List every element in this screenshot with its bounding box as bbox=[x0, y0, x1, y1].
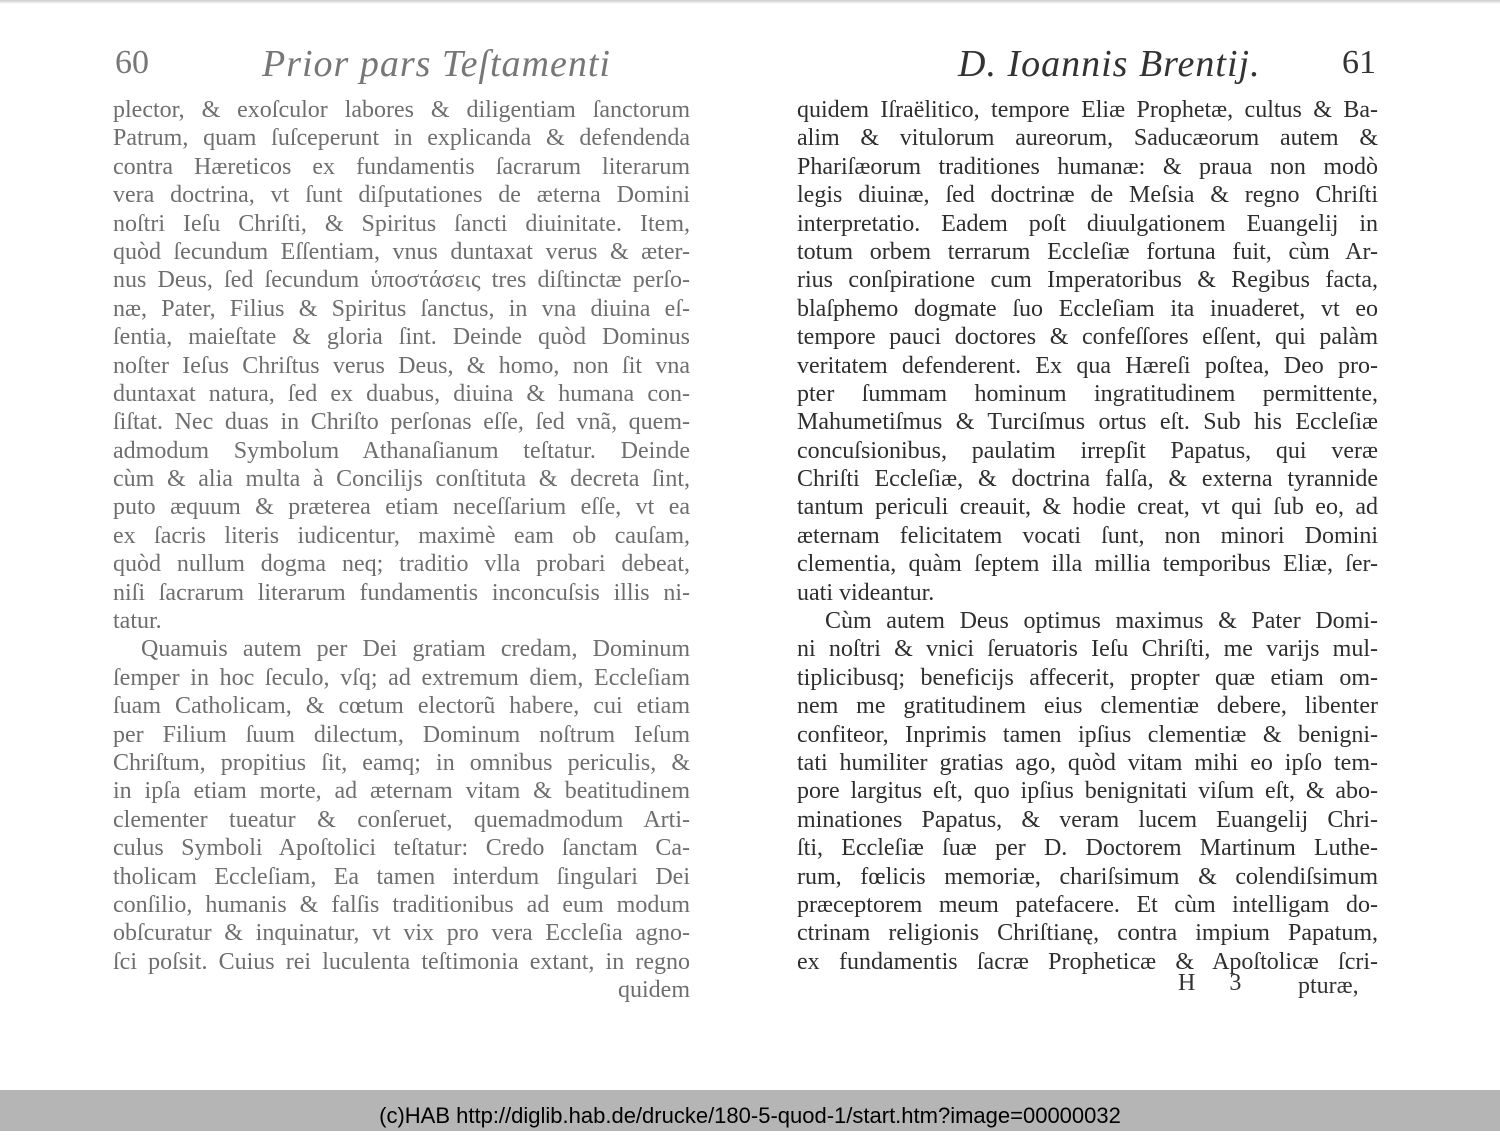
text-line: nus Deus, ſed ſecundum ὑποστάσεις tres diſtinctæ perſo- bbox=[113, 267, 690, 294]
text-line: interpretatio. Eadem poſt diuulgationem Euangelij in bbox=[797, 210, 1378, 237]
text-line: minationes Papatus, & veram lucem Euangelij Chri- bbox=[797, 806, 1378, 833]
text-line: ſentia, maieſtate & gloria ſint. Deinde quòd Dominus bbox=[113, 324, 690, 351]
text-line: ſemper in hoc ſeculo, vſq; ad extremum diem, Eccleſiam bbox=[113, 664, 690, 691]
text-line: alim & vitulorum aureorum, Saducæorum autem & bbox=[797, 125, 1378, 152]
text-line: legis diuinæ, ſed doctrinæ de Meſsia & regno Chriſti bbox=[797, 182, 1378, 209]
text-line: duntaxat natura, ſed ex duabus, diuina & humana con- bbox=[113, 380, 690, 407]
text-line: pore largitus eſt, quo ipſius benignitati viſum eſt, & abo- bbox=[797, 778, 1378, 805]
text-line: Chriſtum, propitius ſit, eamq; in omnibus periculis, & bbox=[113, 749, 690, 776]
text-line: obſcuratur & inquinatur, vt vix pro vera Eccleſia agno- bbox=[113, 920, 690, 947]
text-line: ſci poſsit. Cuius rei luculenta teſtimonia extant, in regno bbox=[113, 948, 690, 975]
right-page-number: 61 bbox=[1342, 44, 1376, 81]
text-line: ex fundamentis ſacræ Propheticæ & Apoſtolicæ ſcri- bbox=[797, 948, 1378, 975]
text-line: clementer tueatur & conſeruet, quemadmodum Arti- bbox=[113, 806, 690, 833]
text-line: Quamuis autem per Dei gratiam credam, Dominum bbox=[141, 636, 690, 663]
text-line: ſti, Eccleſiæ ſuæ per D. Doctorem Martinum Luthe- bbox=[797, 835, 1378, 862]
text-line: tiplicibusq; beneficijs affecerit, propter quæ etiam om- bbox=[797, 664, 1378, 691]
text-line: totum orbem terrarum Eccleſiæ fortuna fuit, cùm Ar- bbox=[797, 238, 1378, 265]
text-line: Phariſæorum traditiones humanæ: & praua non modò bbox=[797, 153, 1378, 180]
text-line: Patrum, quam ſuſceperunt in explicanda & defendenda bbox=[113, 125, 690, 152]
text-line: Chriſti Eccleſiæ, & doctrina falſa, & externa tyrannide bbox=[797, 466, 1378, 493]
text-line: præceptorem meum patefacere. Et cùm intelligam do- bbox=[797, 891, 1378, 918]
text-line: æternam felicitatem vocati ſunt, non minori Domini bbox=[797, 522, 1378, 549]
text-line: ctrinam religionis Chriſtianę, contra impium Papatum, bbox=[797, 920, 1378, 947]
text-line: quòd ſecundum Eſſentiam, vnus duntaxat verus & æter- bbox=[113, 238, 690, 265]
text-line: pter ſummam hominum ingratitudinem permittente, bbox=[797, 380, 1378, 407]
text-line: Mahumetiſmus & Turciſmus ortus eſt. Sub his Eccleſiæ bbox=[797, 409, 1378, 436]
text-line: admodum Symbolum Athanaſianum teſtatur. Deinde bbox=[113, 437, 690, 464]
text-line: quidem Iſraëlitico, tempore Eliæ Prophetæ, cultus & Ba- bbox=[797, 97, 1378, 123]
text-line: culus Symboli Apoſtolici teſtatur: Credo ſanctam Ca- bbox=[113, 835, 690, 862]
left-running-head: Prior pars Teſtamenti bbox=[262, 43, 611, 85]
text-line: ex ſacris literis iudicentur, maximè eam ob cauſam, bbox=[113, 522, 690, 549]
copyright-footer: (c)HAB http://diglib.hab.de/drucke/180-5-quod-1/start.htm?image=00000032 bbox=[0, 1090, 1500, 1131]
text-line: tantum periculi creauit, & hodie creat, vt qui ſub eo, ad bbox=[797, 494, 1378, 521]
text-line: concuſsionibus, paulatim irrepſit Papatus, qui veræ bbox=[797, 437, 1378, 464]
text-line: tati humiliter gratias ago, quòd vitam mihi eo ipſo tem- bbox=[797, 749, 1378, 776]
left-page-number: 60 bbox=[115, 44, 149, 81]
text-line: niſi ſacrarum literarum fundamentis inconcuſsis illis ni- bbox=[113, 579, 690, 606]
left-page-text bbox=[113, 96, 690, 1005]
text-line: tatur. bbox=[113, 608, 162, 635]
right-page-text bbox=[797, 96, 1378, 976]
text-line: ni noſtri & vnici ſeruatoris Ieſu Chriſti, me varijs mul- bbox=[797, 636, 1378, 663]
signature-mark: H 3 bbox=[1178, 970, 1256, 996]
text-line: ſuam Catholicam, & cœtum electorũ habere, cui etiam bbox=[113, 693, 690, 720]
text-line: næ, Pater, Filius & Spiritus ſanctus, in vna diuina eſ- bbox=[113, 295, 690, 322]
text-line: tholicam Eccleſiam, Ea tamen interdum ſingulari Dei bbox=[113, 863, 690, 890]
text-line: in ipſa etiam morte, ad æternam vitam & beatitudinem bbox=[113, 778, 690, 805]
text-line: clementia, quàm ſeptem illa millia temporibus Eliæ, ſer- bbox=[797, 551, 1378, 578]
text-line: uati videantur. bbox=[797, 579, 935, 606]
text-line: quidem bbox=[618, 977, 690, 1004]
text-line: plector, & exoſculor labores & diligentiam ſanctorum bbox=[113, 97, 690, 123]
text-line: puto æquum & præterea etiam neceſſarium eſſe, vt ea bbox=[113, 494, 690, 521]
text-line: contra Hæreticos ex fundamentis ſacrarum literarum bbox=[113, 153, 690, 180]
text-line: vera doctrina, vt ſunt diſputationes de æterna Domini bbox=[113, 182, 690, 209]
text-line: veritatem defenderent. Ex qua Hæreſi poſtea, Deo pro- bbox=[797, 352, 1378, 379]
text-line: per Filium ſuum dilectum, Dominum noſtrum Ieſum bbox=[113, 721, 690, 748]
text-line: tempore pauci doctores & confeſſores eſſent, qui palàm bbox=[797, 324, 1378, 351]
text-line: ſiſtat. Nec duas in Chriſto perſonas eſſe, ſed vnã, quem- bbox=[113, 409, 690, 436]
text-line: conſilio, humanis & falſis traditionibus ad eum modum bbox=[113, 891, 690, 918]
text-line: rius conſpiratione cum Imperatoribus & Regibus facta, bbox=[797, 267, 1378, 294]
text-line: noſter Ieſus Chriſtus verus Deus, & homo, non ſit vna bbox=[113, 352, 690, 379]
right-running-head: D. Ioannis Brentij. bbox=[958, 43, 1261, 85]
text-line: noſtri Ieſu Chriſti, & Spiritus ſancti diuinitate. Item, bbox=[113, 210, 690, 237]
scan-edge bbox=[0, 0, 1500, 4]
text-line: Cùm autem Deus optimus maximus & Pater Domi- bbox=[825, 608, 1378, 635]
text-line: nem me gratitudinem eius clementiæ debere, libenter bbox=[797, 693, 1378, 720]
text-line: cùm & alia multa à Concilijs conſtituta & decreta ſint, bbox=[113, 466, 690, 493]
text-line: confiteor, Inprimis tamen ipſius clementiæ & benigni- bbox=[797, 721, 1378, 748]
text-line: blaſphemo dogmate ſuo Eccleſiam ita inuaderet, vt eo bbox=[797, 295, 1378, 322]
catchword: pturæ, bbox=[1298, 973, 1359, 999]
text-line: quòd nullum dogma neq; traditio vlla probari debeat, bbox=[113, 551, 690, 578]
text-line: rum, fœlicis memoriæ, chariſsimum & colendiſsimum bbox=[797, 863, 1378, 890]
